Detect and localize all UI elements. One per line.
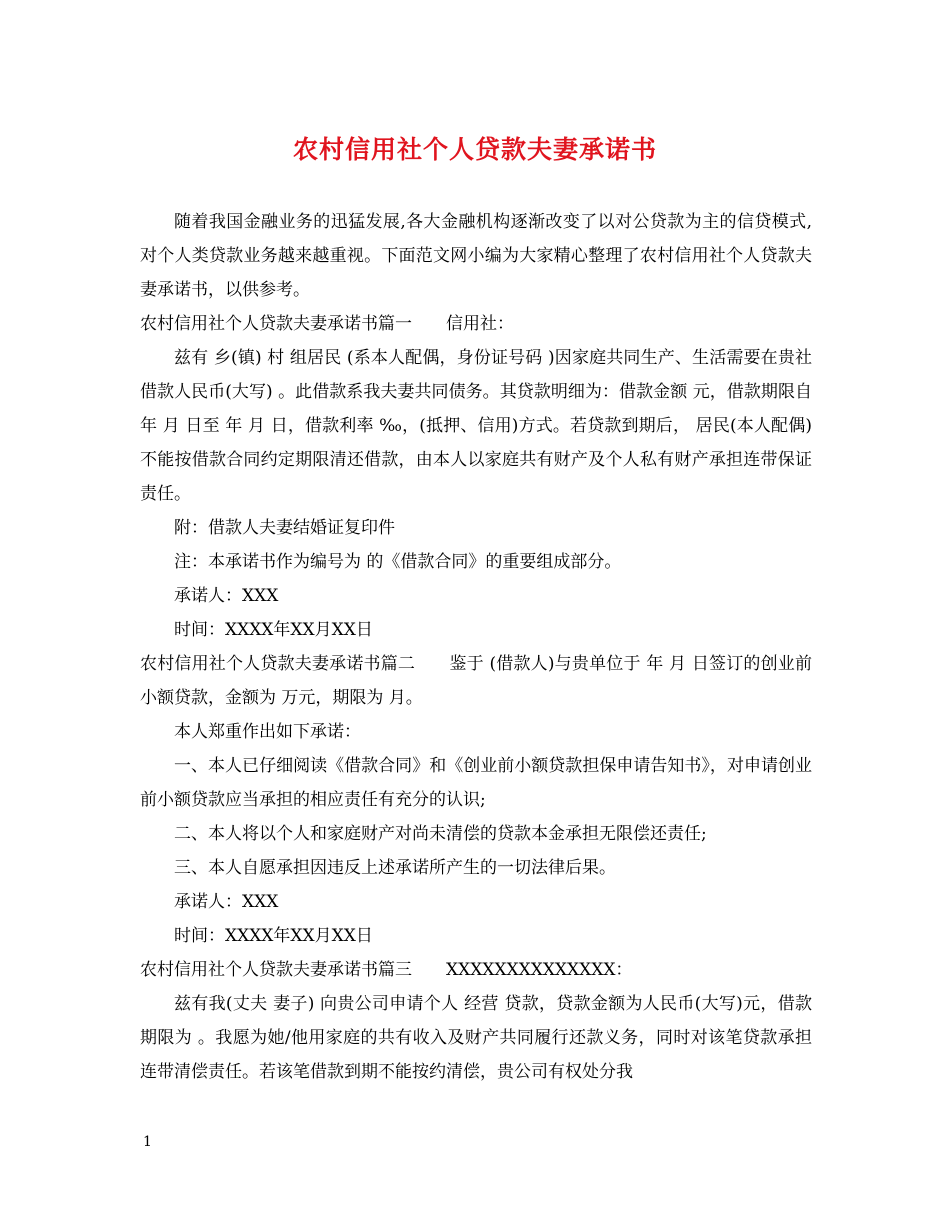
document-title: 农村信用社个人贷款夫妻承诺书 — [292, 135, 657, 164]
paragraph-2-item-1: 一、本人已仔细阅读《借款合同》和《创业前小额贷款担保申请告知书》，对申请创业前小额贷款应当承担的相应责任有充分的认识; — [140, 756, 812, 810]
paragraph-2-item-3: 三、本人自愿承担因违反上述承诺所产生的一切法律后果。 — [174, 858, 616, 878]
paragraph-2-date: 时间：XXXX年XX月XX日 — [174, 926, 373, 946]
paragraph-3-main: 兹有我(丈夫 妻子) 向贵公司申请个人 经营 贷款，贷款金额为人民币(大写)元，借款期限为 。我愿为她/他用家庭的共有收入及财产共同履行还款义务，同时对该笔贷款承担连带清偿责任。若该笔借款到期不能按约清偿，贵公司有权处分我 — [140, 994, 812, 1082]
paragraph-2-item-2: 二、本人将以个人和家庭财产对尚未清偿的贷款本金承担无限偿还责任; — [174, 824, 707, 844]
paragraph-2-intro: 本人郑重作出如下承诺： — [174, 722, 361, 742]
paragraph-1-attachment: 附：借款人夫妻结婚证复印件 — [174, 518, 395, 538]
paragraph-1-date: 时间：XXXX年XX月XX日 — [174, 620, 373, 640]
document-body — [140, 205, 818, 1089]
paragraph-1-signer: 承诺人：XXX — [174, 586, 279, 606]
paragraph-1-note: 注：本承诺书作为编号为 的《借款合同》的重要组成部分。 — [174, 552, 622, 572]
paragraph-2-signer: 承诺人：XXX — [174, 892, 279, 912]
section-heading-1: 农村信用社个人贷款夫妻承诺书篇一 信用社： — [140, 314, 514, 334]
section-heading-2: 农村信用社个人贷款夫妻承诺书篇二 鉴于 (借款人)与贵单位于 年 月 日签订的创业前小额贷款，金额为 万元，期限为 月。 — [140, 654, 812, 708]
page-number: 1 — [143, 1134, 152, 1150]
paragraph-intro: 随着我国金融业务的迅猛发展,各大金融机构逐渐改变了以对公贷款为主的信贷模式,对个人类贷款业务越来越重视。下面范文网小编为大家精心整理了农村信用社个人贷款夫妻承诺书，以供参考。 — [140, 212, 812, 300]
paragraph-1-main: 兹有 乡(镇) 村 组居民 (系本人配偶，身份证号码 )因家庭共同生产、生活需要在贵社借款人民币(大写) 。此借款系我夫妻共同债务。其贷款明细为：借款金额 元，借款期限自 年 月 日至 年 月 日，借款利率 ‰，(抵押、信用)方式。若贷款到期后， 居民(本人配偶)不能按借款合同约定期限清还借款，由本人以家庭共有财产及个人私有财产承担连带保证责任。 — [140, 348, 818, 504]
section-heading-3: 农村信用社个人贷款夫妻承诺书篇三 XXXXXXXXXXXXXX： — [140, 960, 633, 980]
